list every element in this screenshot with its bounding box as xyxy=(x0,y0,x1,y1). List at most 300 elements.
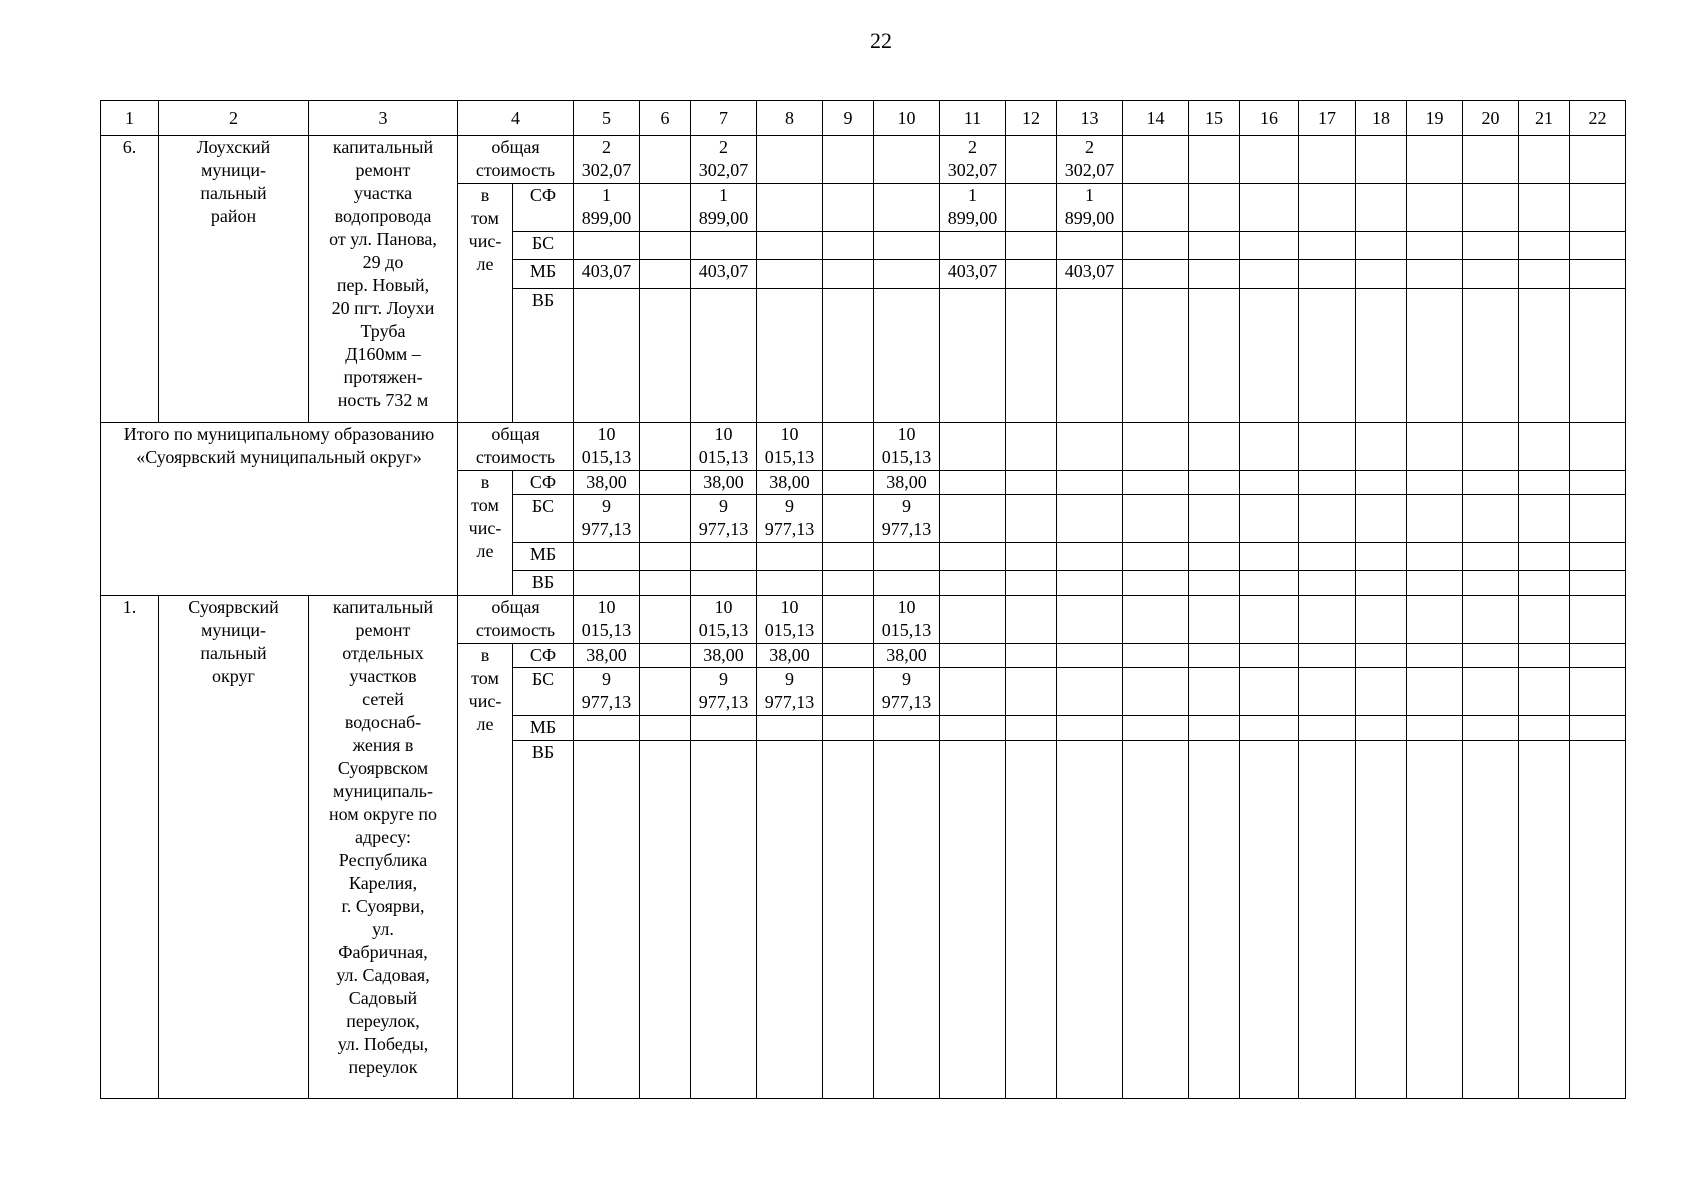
itogo-total-col13 xyxy=(1057,423,1123,471)
suoyarvi-sf-col7: 38,00 xyxy=(691,644,757,668)
label-total-cost: общая стоимость xyxy=(458,423,574,471)
lоukhi-bs-col8 xyxy=(757,232,823,260)
itogo-sf-col11 xyxy=(940,471,1006,495)
suoyarvi-bs-col22 xyxy=(1570,668,1626,716)
header-cell-4: 4 xyxy=(458,101,574,136)
lоukhi-total-col8 xyxy=(757,136,823,184)
lоukhi-bs-col10 xyxy=(874,232,940,260)
itogo-vb-col14 xyxy=(1123,571,1189,596)
itogo-mb-col6 xyxy=(640,543,691,571)
lоukhi-vb-col14 xyxy=(1123,289,1189,423)
suoyarvi-bs-col9 xyxy=(823,668,874,716)
lоukhi-bs-col17 xyxy=(1299,232,1356,260)
itogo-vb-col7 xyxy=(691,571,757,596)
label-sf: СФ xyxy=(513,644,574,668)
lоukhi-mb-col9 xyxy=(823,260,874,289)
label-sf: СФ xyxy=(513,184,574,232)
lоukhi-total-col5: 2 302,07 xyxy=(574,136,640,184)
lоukhi-vb-col6 xyxy=(640,289,691,423)
suoyarvi-vb-col11 xyxy=(940,741,1006,1099)
suoyarvi-bs-col8: 9 977,13 xyxy=(757,668,823,716)
suoyarvi-bs-col15 xyxy=(1189,668,1240,716)
label-including: в том чис- ле xyxy=(458,184,513,423)
lоukhi-number: 6. xyxy=(101,136,159,423)
itogo-mb-col19 xyxy=(1407,543,1463,571)
lоukhi-bs-col11 xyxy=(940,232,1006,260)
suoyarvi-mb-col17 xyxy=(1299,716,1356,741)
suoyarvi-mb-col5 xyxy=(574,716,640,741)
itogo-vb-col17 xyxy=(1299,571,1356,596)
header-cell-9: 9 xyxy=(823,101,874,136)
lоukhi-sf-col14 xyxy=(1123,184,1189,232)
suoyarvi-sf-col12 xyxy=(1006,644,1057,668)
lоukhi-vb-col13 xyxy=(1057,289,1123,423)
header-cell-1: 1 xyxy=(101,101,159,136)
suoyarvi-vb-col9 xyxy=(823,741,874,1099)
itogo-bs-col14 xyxy=(1123,495,1189,543)
header-cell-10: 10 xyxy=(874,101,940,136)
lоukhi-total-col19 xyxy=(1407,136,1463,184)
itogo-total-col7: 10 015,13 xyxy=(691,423,757,471)
suoyarvi-mb-col9 xyxy=(823,716,874,741)
suoyarvi-bs-col13 xyxy=(1057,668,1123,716)
itogo-bs-col21 xyxy=(1519,495,1570,543)
lоukhi-sf-col8 xyxy=(757,184,823,232)
itogo-total-col9 xyxy=(823,423,874,471)
itogo-sf-col10: 38,00 xyxy=(874,471,940,495)
lоukhi-vb-col12 xyxy=(1006,289,1057,423)
suoyarvi-bs-col19 xyxy=(1407,668,1463,716)
lоukhi-total-col6 xyxy=(640,136,691,184)
lоukhi-sf-col20 xyxy=(1463,184,1519,232)
itogo-total-col11 xyxy=(940,423,1006,471)
lоukhi-sf-col9 xyxy=(823,184,874,232)
lоukhi-total-col18 xyxy=(1356,136,1407,184)
label-sf: СФ xyxy=(513,471,574,495)
lоukhi-vb-col21 xyxy=(1519,289,1570,423)
suoyarvi-mb-col15 xyxy=(1189,716,1240,741)
suoyarvi-vb-col6 xyxy=(640,741,691,1099)
itogo-bs-col19 xyxy=(1407,495,1463,543)
itogo-mb-col17 xyxy=(1299,543,1356,571)
suoyarvi-mb-col10 xyxy=(874,716,940,741)
lоukhi-total-col17 xyxy=(1299,136,1356,184)
suoyarvi-sf-col9 xyxy=(823,644,874,668)
lоukhi-sf-col17 xyxy=(1299,184,1356,232)
itogo-bs-col13 xyxy=(1057,495,1123,543)
suoyarvi-vb-col17 xyxy=(1299,741,1356,1099)
suoyarvi-work-description: капитальный ремонт отдельных участков сетей водоснаб- жения в Суоярвском муниципаль- ном округе по адресу: Республика Карелия, г. Суоярви, ул. Фабричная, ул. Садовая, Садовый переулок, ул. Победы, переулок xyxy=(309,596,458,1099)
label-including: в том чис- ле xyxy=(458,644,513,1099)
lоukhi-total-col14 xyxy=(1123,136,1189,184)
lоukhi-work-description: капитальный ремонт участка водопровода от ул. Панова, 29 до пер. Новый, 20 пгт. Лоухи Труба Д160мм – протяжен- ность 732 м xyxy=(309,136,458,423)
lоukhi-bs-col6 xyxy=(640,232,691,260)
label-total-cost: общая стоимость xyxy=(458,596,574,644)
lоukhi-bs-col21 xyxy=(1519,232,1570,260)
itogo-sf-col9 xyxy=(823,471,874,495)
header-cell-22: 22 xyxy=(1570,101,1626,136)
lоukhi-sf-col16 xyxy=(1240,184,1299,232)
suoyarvi-number: 1. xyxy=(101,596,159,1099)
itogo-vb-col19 xyxy=(1407,571,1463,596)
suoyarvi-mb-col13 xyxy=(1057,716,1123,741)
header-cell-11: 11 xyxy=(940,101,1006,136)
suoyarvi-total-col5: 10 015,13 xyxy=(574,596,640,644)
lоukhi-vb-col22 xyxy=(1570,289,1626,423)
itogo-sf-col17 xyxy=(1299,471,1356,495)
suoyarvi-bs-col20 xyxy=(1463,668,1519,716)
suoyarvi-vb-col20 xyxy=(1463,741,1519,1099)
itogo-sf-col16 xyxy=(1240,471,1299,495)
itogo-total-col20 xyxy=(1463,423,1519,471)
lоukhi-mb-col19 xyxy=(1407,260,1463,289)
header-row xyxy=(101,101,1682,136)
suoyarvi-sf-col20 xyxy=(1463,644,1519,668)
itogo-vb-col12 xyxy=(1006,571,1057,596)
itogo-mb-col7 xyxy=(691,543,757,571)
lоukhi-bs-col13 xyxy=(1057,232,1123,260)
itogo-total-col16 xyxy=(1240,423,1299,471)
itogo-vb-col16 xyxy=(1240,571,1299,596)
suoyarvi-total-col19 xyxy=(1407,596,1463,644)
suoyarvi-sf-col10: 38,00 xyxy=(874,644,940,668)
itogo-total-col12 xyxy=(1006,423,1057,471)
suoyarvi-vb-col12 xyxy=(1006,741,1057,1099)
suoyarvi-sf-col6 xyxy=(640,644,691,668)
suoyarvi-row xyxy=(101,596,1682,644)
lоukhi-bs-col7 xyxy=(691,232,757,260)
lоukhi-vb-col11 xyxy=(940,289,1006,423)
suoyarvi-sf-col17 xyxy=(1299,644,1356,668)
lоukhi-vb-col9 xyxy=(823,289,874,423)
suoyarvi-total-col15 xyxy=(1189,596,1240,644)
itogo-vb-col18 xyxy=(1356,571,1407,596)
suoyarvi-total-col21 xyxy=(1519,596,1570,644)
itogo-mb-col15 xyxy=(1189,543,1240,571)
header-cell-12: 12 xyxy=(1006,101,1057,136)
itogo-sf-col12 xyxy=(1006,471,1057,495)
itogo-sf-col6 xyxy=(640,471,691,495)
suoyarvi-total-col16 xyxy=(1240,596,1299,644)
label-bs: БС xyxy=(513,495,574,543)
itogo-sf-col15 xyxy=(1189,471,1240,495)
lоukhi-mb-col8 xyxy=(757,260,823,289)
lоukhi-mb-col20 xyxy=(1463,260,1519,289)
suoyarvi-mb-col18 xyxy=(1356,716,1407,741)
suoyarvi-vb-col10 xyxy=(874,741,940,1099)
suoyarvi-total-col11 xyxy=(940,596,1006,644)
suoyarvi-mb-col16 xyxy=(1240,716,1299,741)
label-mb: МБ xyxy=(513,543,574,571)
itogo-mb-col21 xyxy=(1519,543,1570,571)
itogo-total-col8: 10 015,13 xyxy=(757,423,823,471)
itogo-vb-col21 xyxy=(1519,571,1570,596)
lоukhi-mb-col15 xyxy=(1189,260,1240,289)
itogo-mb-col5 xyxy=(574,543,640,571)
lоukhi-mb-col21 xyxy=(1519,260,1570,289)
suoyarvi-vb-col18 xyxy=(1356,741,1407,1099)
lоukhi-row xyxy=(101,136,1682,184)
itogo-vb-col9 xyxy=(823,571,874,596)
itogo-bs-col15 xyxy=(1189,495,1240,543)
page-number: 22 xyxy=(870,28,892,53)
suoyarvi-bs-col14 xyxy=(1123,668,1189,716)
itogo-vb-col5 xyxy=(574,571,640,596)
lоukhi-vb-col10 xyxy=(874,289,940,423)
suoyarvi-sf-col16 xyxy=(1240,644,1299,668)
itogo-row xyxy=(101,423,1682,471)
suoyarvi-mb-col12 xyxy=(1006,716,1057,741)
suoyarvi-sf-col22 xyxy=(1570,644,1626,668)
lоukhi-total-col16 xyxy=(1240,136,1299,184)
lоukhi-sf-col13: 1 899,00 xyxy=(1057,184,1123,232)
header-cell-19: 19 xyxy=(1407,101,1463,136)
itogo-total-col22 xyxy=(1570,423,1626,471)
lоukhi-sf-col22 xyxy=(1570,184,1626,232)
lоukhi-sf-col6 xyxy=(640,184,691,232)
itogo-mb-col10 xyxy=(874,543,940,571)
lоukhi-vb-col17 xyxy=(1299,289,1356,423)
itogo-vb-col11 xyxy=(940,571,1006,596)
lоukhi-bs-col9 xyxy=(823,232,874,260)
itogo-vb-col13 xyxy=(1057,571,1123,596)
lоukhi-mb-col17 xyxy=(1299,260,1356,289)
header-cell-7: 7 xyxy=(691,101,757,136)
lоukhi-vb-col19 xyxy=(1407,289,1463,423)
lоukhi-mb-col14 xyxy=(1123,260,1189,289)
itogo-sf-col18 xyxy=(1356,471,1407,495)
suoyarvi-vb-col5 xyxy=(574,741,640,1099)
lоukhi-mb-col22 xyxy=(1570,260,1626,289)
suoyarvi-sf-col14 xyxy=(1123,644,1189,668)
itogo-sf-col7: 38,00 xyxy=(691,471,757,495)
itogo-bs-col6 xyxy=(640,495,691,543)
suoyarvi-vb-col21 xyxy=(1519,741,1570,1099)
suoyarvi-mb-col7 xyxy=(691,716,757,741)
suoyarvi-sf-col8: 38,00 xyxy=(757,644,823,668)
itogo-total-col17 xyxy=(1299,423,1356,471)
header-cell-3: 3 xyxy=(309,101,458,136)
itogo-vb-col8 xyxy=(757,571,823,596)
suoyarvi-total-col22 xyxy=(1570,596,1626,644)
itogo-total-col18 xyxy=(1356,423,1407,471)
suoyarvi-total-col13 xyxy=(1057,596,1123,644)
lоukhi-total-col10 xyxy=(874,136,940,184)
header-cell-14: 14 xyxy=(1123,101,1189,136)
lоukhi-total-col11: 2 302,07 xyxy=(940,136,1006,184)
header-cell-18: 18 xyxy=(1356,101,1407,136)
itogo-sf-col13 xyxy=(1057,471,1123,495)
suoyarvi-total-col17 xyxy=(1299,596,1356,644)
itogo-total-col14 xyxy=(1123,423,1189,471)
suoyarvi-mb-col19 xyxy=(1407,716,1463,741)
lоukhi-vb-col18 xyxy=(1356,289,1407,423)
itogo-total-col5: 10 015,13 xyxy=(574,423,640,471)
lоukhi-sf-col21 xyxy=(1519,184,1570,232)
itogo-sf-col20 xyxy=(1463,471,1519,495)
suoyarvi-mb-col22 xyxy=(1570,716,1626,741)
suoyarvi-total-col20 xyxy=(1463,596,1519,644)
itogo-bs-col17 xyxy=(1299,495,1356,543)
lоukhi-total-col22 xyxy=(1570,136,1626,184)
itogo-total-col6 xyxy=(640,423,691,471)
suoyarvi-mb-col21 xyxy=(1519,716,1570,741)
header-cell-20: 20 xyxy=(1463,101,1519,136)
suoyarvi-mb-col14 xyxy=(1123,716,1189,741)
suoyarvi-total-col12 xyxy=(1006,596,1057,644)
itogo-total-col19 xyxy=(1407,423,1463,471)
suoyarvi-bs-col10: 9 977,13 xyxy=(874,668,940,716)
suoyarvi-total-col10: 10 015,13 xyxy=(874,596,940,644)
header-cell-2: 2 xyxy=(159,101,309,136)
lоukhi-mb-col6 xyxy=(640,260,691,289)
suoyarvi-mb-col11 xyxy=(940,716,1006,741)
lоukhi-mb-col11: 403,07 xyxy=(940,260,1006,289)
suoyarvi-bs-col7: 9 977,13 xyxy=(691,668,757,716)
itogo-mb-col20 xyxy=(1463,543,1519,571)
label-vb: ВБ xyxy=(513,289,574,423)
lоukhi-total-col12 xyxy=(1006,136,1057,184)
itogo-mb-col13 xyxy=(1057,543,1123,571)
suoyarvi-bs-col17 xyxy=(1299,668,1356,716)
label-including: в том чис- ле xyxy=(458,471,513,596)
itogo-mb-col12 xyxy=(1006,543,1057,571)
lоukhi-total-col7: 2 302,07 xyxy=(691,136,757,184)
itogo-sf-col19 xyxy=(1407,471,1463,495)
suoyarvi-total-col7: 10 015,13 xyxy=(691,596,757,644)
lоukhi-mb-col10 xyxy=(874,260,940,289)
label-mb: МБ xyxy=(513,716,574,741)
lоukhi-sf-col15 xyxy=(1189,184,1240,232)
lоukhi-bs-col15 xyxy=(1189,232,1240,260)
suoyarvi-vb-col8 xyxy=(757,741,823,1099)
lоukhi-sf-col19 xyxy=(1407,184,1463,232)
suoyarvi-municipality: Суоярвский муници- пальный округ xyxy=(159,596,309,1099)
itogo-vb-col22 xyxy=(1570,571,1626,596)
header-cell-8: 8 xyxy=(757,101,823,136)
suoyarvi-total-col8: 10 015,13 xyxy=(757,596,823,644)
lоukhi-total-col9 xyxy=(823,136,874,184)
itogo-total-col10: 10 015,13 xyxy=(874,423,940,471)
suoyarvi-vb-col22 xyxy=(1570,741,1626,1099)
lоukhi-total-col21 xyxy=(1519,136,1570,184)
lоukhi-bs-col22 xyxy=(1570,232,1626,260)
suoyarvi-vb-col15 xyxy=(1189,741,1240,1099)
label-total-cost: общая стоимость xyxy=(458,136,574,184)
suoyarvi-sf-col5: 38,00 xyxy=(574,644,640,668)
header-cell-5: 5 xyxy=(574,101,640,136)
lоukhi-sf-col5: 1 899,00 xyxy=(574,184,640,232)
suoyarvi-bs-col18 xyxy=(1356,668,1407,716)
suoyarvi-sf-col11 xyxy=(940,644,1006,668)
suoyarvi-sf-col21 xyxy=(1519,644,1570,668)
suoyarvi-bs-col5: 9 977,13 xyxy=(574,668,640,716)
itogo-vb-col6 xyxy=(640,571,691,596)
itogo-bs-col18 xyxy=(1356,495,1407,543)
itogo-mb-col11 xyxy=(940,543,1006,571)
label-bs: БС xyxy=(513,232,574,260)
itogo-label: Итого по муниципальному образованию «Суоярвский муниципальный округ» xyxy=(101,423,458,596)
label-mb: МБ xyxy=(513,260,574,289)
suoyarvi-bs-col12 xyxy=(1006,668,1057,716)
suoyarvi-sf-col15 xyxy=(1189,644,1240,668)
suoyarvi-vb-col13 xyxy=(1057,741,1123,1099)
lоukhi-mb-col7: 403,07 xyxy=(691,260,757,289)
lоukhi-mb-col18 xyxy=(1356,260,1407,289)
itogo-bs-col12 xyxy=(1006,495,1057,543)
itogo-vb-col15 xyxy=(1189,571,1240,596)
suoyarvi-bs-col11 xyxy=(940,668,1006,716)
lоukhi-mb-col13: 403,07 xyxy=(1057,260,1123,289)
itogo-vb-col20 xyxy=(1463,571,1519,596)
header-cell-21: 21 xyxy=(1519,101,1570,136)
lоukhi-vb-col20 xyxy=(1463,289,1519,423)
itogo-bs-col8: 9 977,13 xyxy=(757,495,823,543)
suoyarvi-mb-col6 xyxy=(640,716,691,741)
lоukhi-sf-col10 xyxy=(874,184,940,232)
suoyarvi-sf-col13 xyxy=(1057,644,1123,668)
lоukhi-bs-col18 xyxy=(1356,232,1407,260)
label-vb: ВБ xyxy=(513,741,574,1099)
itogo-sf-col21 xyxy=(1519,471,1570,495)
lоukhi-bs-col19 xyxy=(1407,232,1463,260)
suoyarvi-vb-col14 xyxy=(1123,741,1189,1099)
itogo-bs-col16 xyxy=(1240,495,1299,543)
budget-table xyxy=(100,100,1682,1099)
suoyarvi-vb-col7 xyxy=(691,741,757,1099)
lоukhi-vb-col16 xyxy=(1240,289,1299,423)
lоukhi-mb-col16 xyxy=(1240,260,1299,289)
itogo-mb-col9 xyxy=(823,543,874,571)
itogo-sf-col5: 38,00 xyxy=(574,471,640,495)
lоukhi-total-col20 xyxy=(1463,136,1519,184)
lоukhi-sf-col12 xyxy=(1006,184,1057,232)
lоukhi-mb-col12 xyxy=(1006,260,1057,289)
lоukhi-bs-col12 xyxy=(1006,232,1057,260)
itogo-sf-col8: 38,00 xyxy=(757,471,823,495)
itogo-total-col21 xyxy=(1519,423,1570,471)
header-cell-15: 15 xyxy=(1189,101,1240,136)
itogo-vb-col10 xyxy=(874,571,940,596)
suoyarvi-vb-col19 xyxy=(1407,741,1463,1099)
itogo-bs-col20 xyxy=(1463,495,1519,543)
suoyarvi-total-col6 xyxy=(640,596,691,644)
lоukhi-vb-col8 xyxy=(757,289,823,423)
suoyarvi-mb-col8 xyxy=(757,716,823,741)
suoyarvi-total-col9 xyxy=(823,596,874,644)
label-vb: ВБ xyxy=(513,571,574,596)
header-cell-6: 6 xyxy=(640,101,691,136)
suoyarvi-total-col18 xyxy=(1356,596,1407,644)
lоukhi-total-col13: 2 302,07 xyxy=(1057,136,1123,184)
itogo-mb-col14 xyxy=(1123,543,1189,571)
lоukhi-municipality: Лоухский муници- пальный район xyxy=(159,136,309,423)
itogo-bs-col7: 9 977,13 xyxy=(691,495,757,543)
suoyarvi-total-col14 xyxy=(1123,596,1189,644)
suoyarvi-vb-col16 xyxy=(1240,741,1299,1099)
lоukhi-sf-col7: 1 899,00 xyxy=(691,184,757,232)
header-cell-17: 17 xyxy=(1299,101,1356,136)
header-cell-13: 13 xyxy=(1057,101,1123,136)
suoyarvi-sf-col18 xyxy=(1356,644,1407,668)
itogo-bs-col22 xyxy=(1570,495,1626,543)
itogo-bs-col9 xyxy=(823,495,874,543)
suoyarvi-mb-col20 xyxy=(1463,716,1519,741)
lоukhi-sf-col18 xyxy=(1356,184,1407,232)
header-cell-16: 16 xyxy=(1240,101,1299,136)
itogo-bs-col5: 9 977,13 xyxy=(574,495,640,543)
itogo-bs-col10: 9 977,13 xyxy=(874,495,940,543)
